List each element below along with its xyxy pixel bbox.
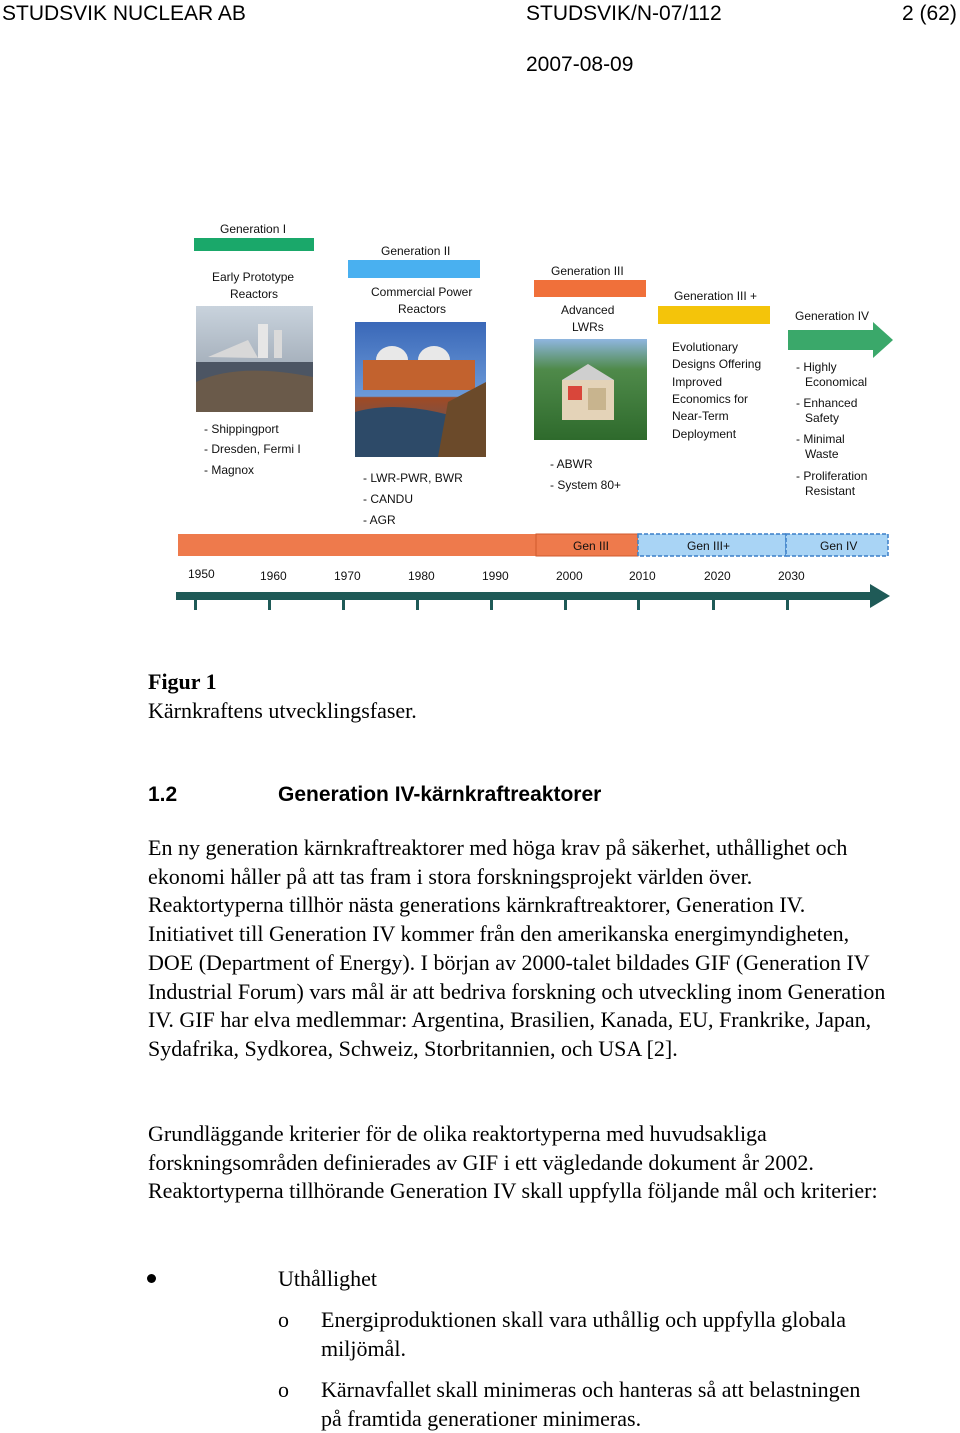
- gen4-item-7: - Proliferation: [796, 469, 868, 483]
- gen2-photo: [355, 322, 486, 457]
- figure-caption-label: Figur 1: [148, 669, 217, 694]
- year-1950: 1950: [188, 567, 215, 581]
- gen3plus-subtitle-2: Designs Offering: [672, 357, 762, 371]
- gen2-color-bar: [348, 260, 480, 278]
- sub-item-2: Kärnavfallet skall minimeras och hanteras så att belastningen på framtida generationer minimeras.: [321, 1377, 861, 1431]
- year-2010: 2010: [629, 569, 656, 583]
- gen3plus-subtitle-6: Deployment: [672, 427, 737, 441]
- gen2-item-3: - AGR: [363, 513, 396, 527]
- gen2-item-2: - CANDU: [363, 492, 413, 506]
- gen3plus-subtitle-3: Improved: [672, 375, 723, 389]
- gen4-item-1: - Highly: [796, 360, 837, 374]
- gen1-subtitle-1: Early Prototype: [212, 270, 295, 284]
- header-report-id: STUDSVIK/N-07/112: [526, 2, 722, 25]
- year-2000: 2000: [556, 569, 583, 583]
- gen3-item-1: - ABWR: [550, 457, 593, 471]
- paragraph-1: En ny generation kärnkraftreaktorer med höga krav på säkerhet, uthållighet och ekonomi håller på att tas fram i stora forskningsprojekt världen över. Reaktortyperna tillhör nästa generations kärnkraftreaktorer, Generation IV. Initiativet till Generation IV kommer från den amerikanska energimyndigheten, DOE (Department of Energy). I början av 2000-talet bildades GIF (Generation IV Industrial Forum) vars mål är att bedriva forskning och utveckling inom Generation IV. GIF har elva medlemmar: Argentina, Brasilien, Kanada, EU, Frankrike, Japan, Sydafrika, Sydkorea, Schweiz, Storbritannien, och USA [2].: [148, 835, 886, 1061]
- gen3plus-subtitle-1: Evolutionary: [672, 340, 739, 354]
- section-title: Generation IV-kärnkraftreaktorer: [278, 783, 602, 806]
- timeline-label-gen3: Gen III: [573, 539, 610, 553]
- gen4-item-5: - Minimal: [796, 432, 845, 446]
- timeline-label-gen3plus: Gen III+: [687, 539, 731, 553]
- year-1980: 1980: [408, 569, 435, 583]
- sub-item-marker: o: [278, 1307, 289, 1332]
- timeline-bar-early: [178, 534, 538, 556]
- gen4-title: Generation IV: [795, 309, 870, 323]
- timeline-axis: [176, 584, 890, 610]
- gen2-item-1: - LWR-PWR, BWR: [363, 471, 463, 485]
- gen3-title: Generation III: [551, 264, 624, 278]
- gen1-item-3: - Magnox: [204, 463, 255, 477]
- gen1-color-bar: [194, 238, 314, 251]
- gen4-item-8: Resistant: [805, 484, 856, 498]
- sub-item-1: Energiproduktionen skall vara uthållig och uppfylla globala miljömål.: [321, 1307, 847, 1361]
- gen3-photo: [534, 339, 647, 440]
- gen2-subtitle-1: Commercial Power: [371, 285, 473, 299]
- gen3plus-title: Generation III +: [674, 289, 758, 303]
- gen4-item-6: Waste: [805, 447, 839, 461]
- header-date: 2007-08-09: [526, 53, 634, 76]
- bullet-marker: [147, 1274, 156, 1283]
- gen3plus-subtitle-5: Near-Term: [672, 409, 729, 423]
- gen3plus-color-bar: [658, 306, 770, 324]
- gen3-item-2: - System 80+: [550, 478, 622, 492]
- sub-item-marker: o: [278, 1377, 289, 1402]
- gen3-subtitle-1: Advanced: [561, 303, 615, 317]
- paragraph-2: Grundläggande kriterier för de olika reaktortyperna med huvudsakliga forskningsområden definierades av GIF i ett vägledande dokument år 2002. Reaktortyperna tillhörande Generation IV skall uppfylla följande mål och kriterier:: [148, 1121, 878, 1204]
- gen4-item-2: Economical: [805, 375, 868, 389]
- gen3-subtitle-2: LWRs: [572, 320, 604, 334]
- gen2-subtitle-2: Reactors: [398, 302, 447, 316]
- year-2020: 2020: [704, 569, 731, 583]
- generations-figure: [148, 212, 928, 640]
- header-company: STUDSVIK NUCLEAR AB: [2, 2, 246, 25]
- year-1990: 1990: [482, 569, 509, 583]
- gen3-color-bar: [534, 280, 646, 297]
- gen4-item-3: - Enhanced: [796, 396, 858, 410]
- gen1-title: Generation I: [220, 222, 287, 236]
- gen4-color-arrow: [788, 322, 893, 358]
- gen4-item-4: Safety: [805, 411, 840, 425]
- gen2-title: Generation II: [381, 244, 451, 258]
- bullet-item-uthallighet: Uthållighet: [278, 1266, 377, 1291]
- year-2030: 2030: [778, 569, 805, 583]
- gen1-item-2: - Dresden, Fermi I: [204, 442, 301, 456]
- section-number: 1.2: [148, 783, 178, 806]
- timeline-label-gen4: Gen IV: [820, 539, 858, 553]
- gen3plus-subtitle-4: Economics for: [672, 392, 749, 406]
- gen1-subtitle-2: Reactors: [230, 287, 279, 301]
- year-1960: 1960: [260, 569, 287, 583]
- figure-caption-text: Kärnkraftens utvecklingsfaser.: [148, 698, 417, 723]
- gen1-photo: [196, 306, 313, 412]
- header-page-number: 2 (62): [902, 2, 957, 25]
- year-1970: 1970: [334, 569, 361, 583]
- gen1-item-1: - Shippingport: [204, 422, 279, 436]
